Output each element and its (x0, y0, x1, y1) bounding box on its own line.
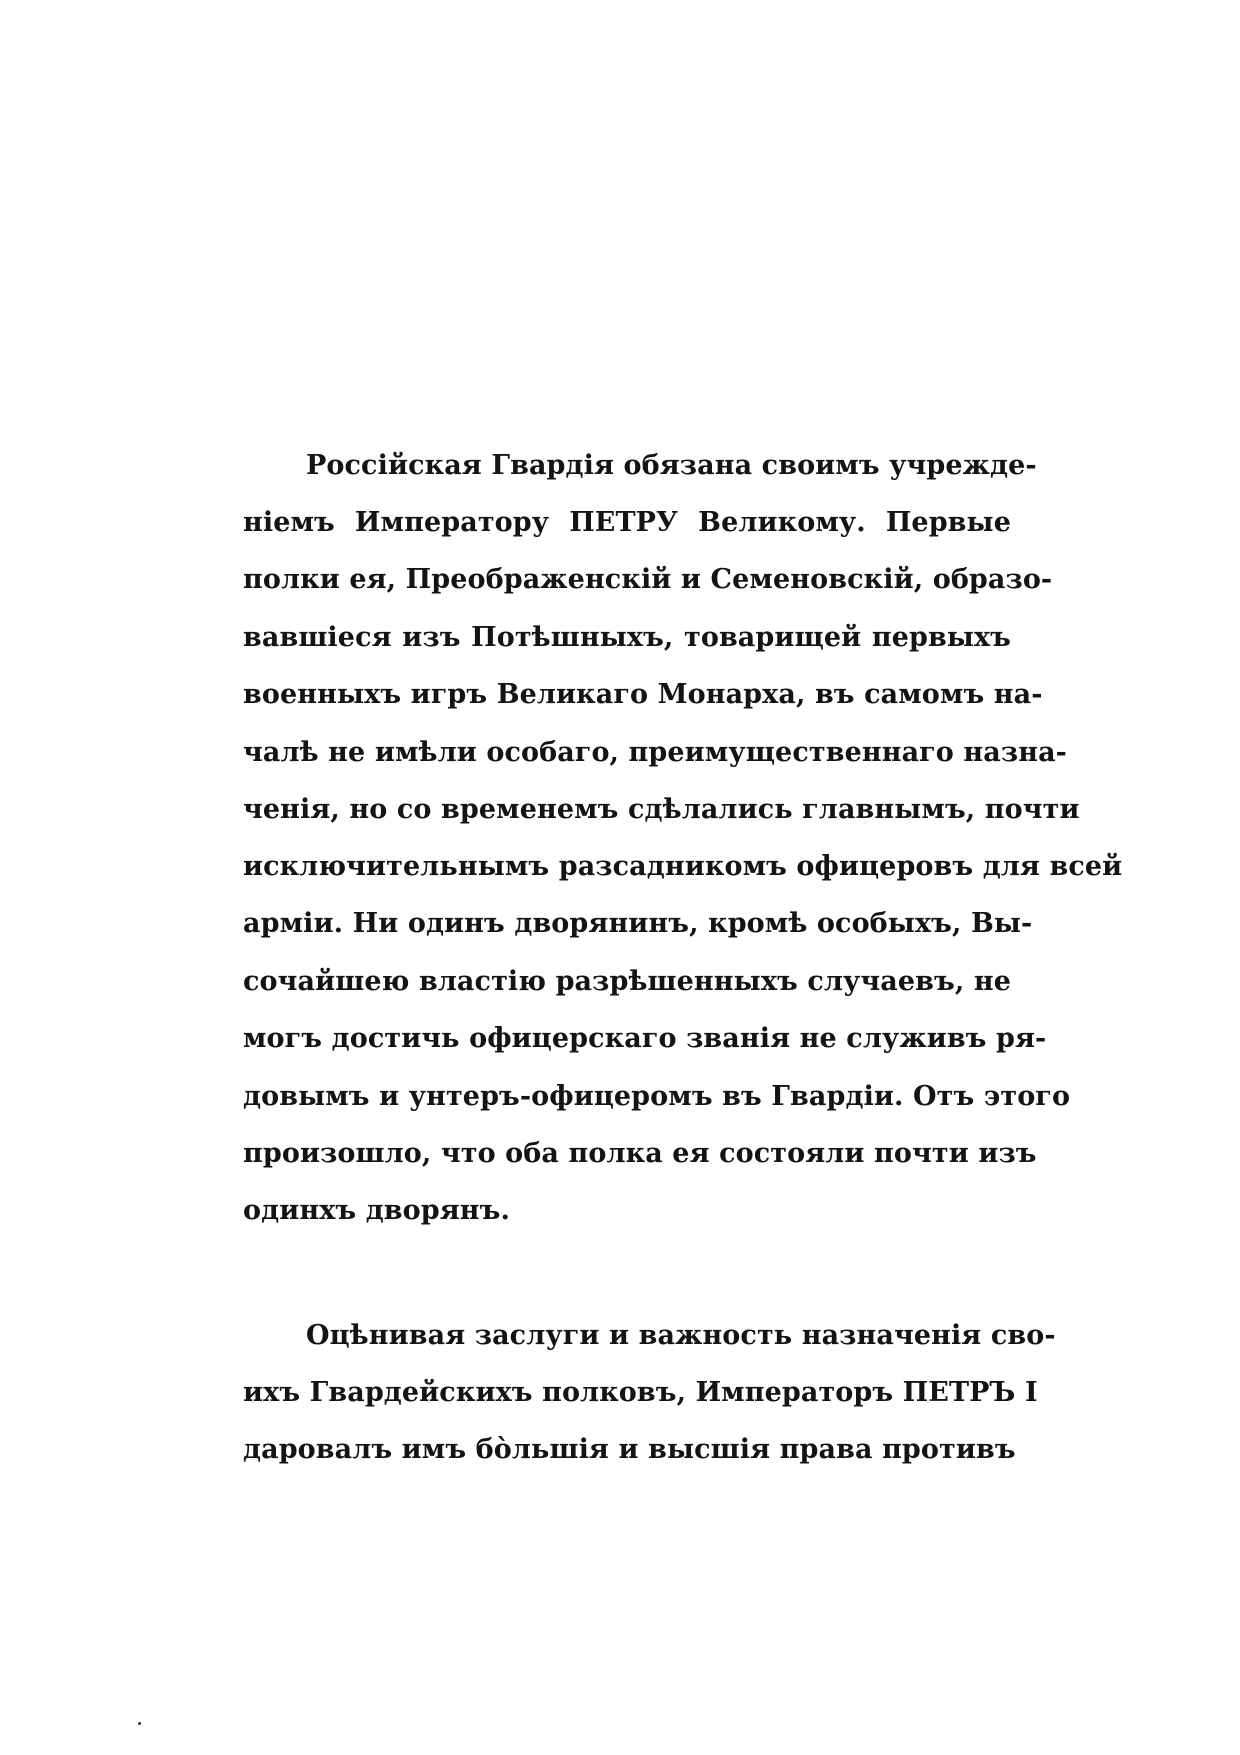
text-line: военныхъ игръ Великаго Монарха, въ самомъ на- (243, 679, 1043, 710)
text-line: полки ея, Преображенскій и Семеновскій, образо- (243, 564, 1053, 595)
text-line: вавшіеся изъ Потѣшныхъ, товарищей первыхъ (243, 622, 1011, 653)
text-line: ченія, но со временемъ сдѣлались главнымъ, почти (243, 794, 1080, 825)
text-line: даровалъ имъ бо̀льшія и высшія права противъ (243, 1434, 1016, 1465)
text-line: чалѣ не имѣли особаго, преимущественнаго назна- (243, 737, 1067, 768)
text-line: одинхъ дворянъ. (243, 1195, 510, 1226)
text-line: произошло, что оба полка ея состояли почти изъ (243, 1138, 1037, 1169)
text-line: сочайшею властію разрѣшенныхъ случаевъ, не (243, 966, 1011, 997)
text-line: арміи. Ни одинъ дворянинъ, кромѣ особыхъ, Вы- (243, 908, 1033, 939)
text-line: Россійская Гвардія обязана своимъ учрежде- (306, 450, 1037, 481)
text-line: могъ достичь офицерскаго званія не служивъ ря- (243, 1023, 1047, 1054)
text-line: ихъ Гвардейскихъ полковъ, Императоръ ПЕТРЪ I (243, 1377, 1038, 1408)
text-line: Оцѣнивая заслуги и важность назначенія сво- (306, 1320, 1056, 1351)
paper-speck (138, 1722, 141, 1725)
text-line: ніемъ Императору ПЕТРУ Великому. Первые (243, 507, 1011, 538)
text-line: исключительнымъ разсадникомъ офицеровъ для всей (243, 851, 1123, 882)
text-line: довымъ и унтеръ-офицеромъ въ Гвардіи. Отъ этого (243, 1081, 1071, 1112)
